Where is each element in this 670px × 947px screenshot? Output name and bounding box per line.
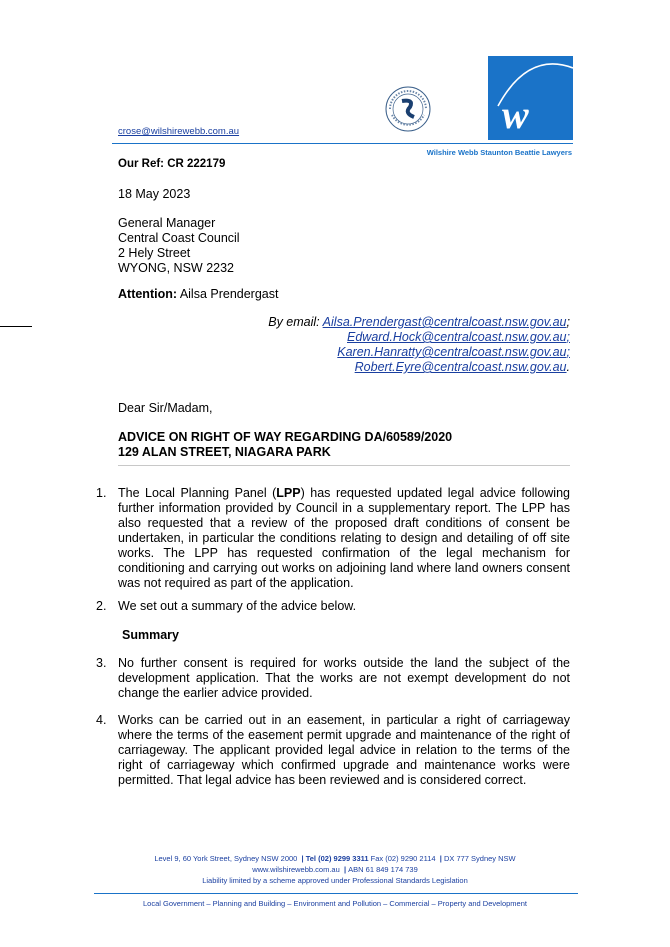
subject-rule: [118, 465, 570, 466]
footer-rule: [94, 893, 578, 894]
paragraph-text: The Local Planning Panel (: [118, 486, 277, 500]
email-line: [268, 345, 570, 360]
accreditation-seal: [384, 85, 432, 133]
email-line: [268, 330, 570, 345]
email-separator: ;: [566, 330, 570, 344]
footer-practice-areas: Local Government – Planning and Building – Environment and Pollution – Commercial – Property and Development: [143, 899, 527, 908]
paragraph-text: Works can be carried out in an easement, in particular a right of carriageway where the terms of the easement permit upgrade and maintenance of the right of carriageway. The applicant provided legal advice in relation to the terms of the right of carriageway which confirmed upgrade and maintenance works were permitted. That legal advice has been reviewed and is considered correct.: [118, 713, 570, 787]
attention-name: Ailsa Prendergast: [179, 287, 279, 301]
paragraph-text: We set out a summary of the advice below.: [118, 599, 357, 613]
footer-web[interactable]: www.wilshirewebb.com.au: [252, 865, 340, 874]
paragraph-4: [96, 713, 570, 788]
footer-tel: Tel (02) 9299 3311: [305, 854, 369, 863]
recipient-email-link[interactable]: Edward.Hock@centralcoast.nsw.gov.au: [347, 330, 567, 344]
subject-line-2: 129 ALAN STREET, NIAGARA PARK: [118, 445, 331, 459]
recipient-line: General Manager: [118, 216, 216, 230]
our-ref: Our Ref: CR 222179: [118, 158, 226, 170]
paragraph-1: [96, 486, 570, 591]
email-recipients: [268, 315, 570, 375]
paragraph-text: ) has requested updated legal advice following further information provided by Council in a supplementary report. The LPP has also requested that a review of the proposed draft conditions of consent be undertaken, in particular the conditions relating to design and detailing of off site works. The LPP has requested confirmation of the legal mechanism for conditioning and carrying out works on adjoining land where land owners consent was not required as part of the application.: [118, 486, 570, 590]
recipient-email-link[interactable]: Ailsa.Prendergast@centralcoast.nsw.gov.au: [322, 315, 567, 329]
recipient-email-link[interactable]: Robert.Eyre@centralcoast.nsw.gov.au: [354, 360, 567, 374]
summary-heading: Summary: [122, 628, 179, 642]
recipient-line: WYONG, NSW 2232: [118, 261, 234, 275]
paragraph-number: 4.: [96, 713, 107, 727]
recipient-line: 2 Hely Street: [118, 246, 191, 260]
footer-line-2: www.wilshirewebb.com.au | ABN 61 849 174 739: [252, 865, 418, 874]
header-rule: [112, 143, 573, 144]
paragraph-text-bold: LPP: [276, 486, 301, 500]
salutation: Dear Sir/Madam,: [118, 401, 213, 415]
footer-liability: Liability limited by a scheme approved under Professional Standards Legislation: [202, 876, 468, 885]
footer-address: Level 9, 60 York Street, Sydney NSW 2000: [154, 854, 298, 863]
footer-dx: DX 777 Sydney NSW: [443, 854, 516, 863]
subject-line-1: ADVICE ON RIGHT OF WAY REGARDING DA/60589/2020: [118, 430, 453, 444]
logo-letter: w: [502, 92, 529, 137]
email-line: [268, 315, 570, 330]
email-separator: ;: [566, 345, 570, 359]
firm-logo: [488, 56, 573, 140]
recipient-address: [118, 216, 240, 276]
by-email-label: By email:: [268, 315, 320, 329]
paragraph-number: 2.: [96, 599, 107, 613]
paragraph-number: 1.: [96, 486, 107, 500]
paragraph-2: [96, 599, 570, 614]
email-line: [268, 360, 570, 375]
margin-mark: [0, 326, 32, 327]
subject-heading: [118, 430, 452, 460]
paragraph-number: 3.: [96, 656, 107, 670]
footer-line-1: Level 9, 60 York Street, Sydney NSW 2000 | Tel (02) 9299 3311 Fax (02) 9290 2114 | DX 777 Sydney NSW: [154, 854, 516, 863]
paragraph-3: [96, 656, 570, 701]
recipient-line: Central Coast Council: [118, 231, 240, 245]
footer-contact: [0, 853, 670, 886]
footer-fax: Fax (02) 9290 2114: [370, 854, 436, 863]
footer-abn: ABN 61 849 174 739: [348, 865, 418, 874]
paragraph-text: No further consent is required for works outside the land the subject of the development application. That the works are not exempt development do not change the earlier advice provided.: [118, 656, 570, 700]
author-email-link[interactable]: crose@wilshirewebb.com.au: [118, 126, 240, 137]
letter-date: 18 May 2023: [118, 187, 191, 201]
attention-line: [118, 287, 278, 302]
attention-label: Attention:: [118, 287, 178, 301]
firm-name: Wilshire Webb Staunton Beattie Lawyers: [426, 148, 572, 157]
email-separator: ;: [566, 315, 570, 329]
recipient-email-link[interactable]: Karen.Hanratty@centralcoast.nsw.gov.au: [337, 345, 567, 359]
email-separator: .: [566, 360, 570, 374]
